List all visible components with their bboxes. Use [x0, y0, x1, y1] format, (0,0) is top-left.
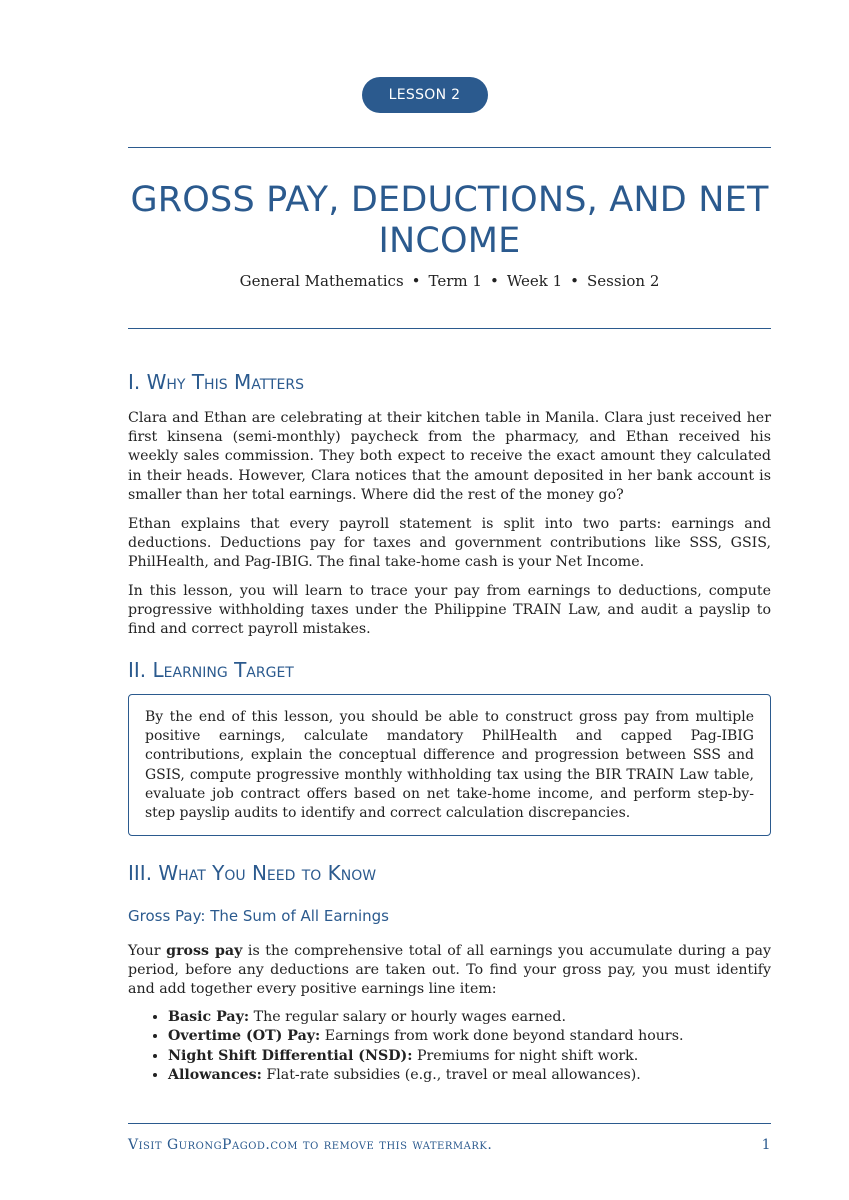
list-item [168, 1066, 771, 1085]
meta-term: Term 1 [428, 272, 482, 290]
list-term: Basic Pay: [168, 1009, 250, 1025]
meta-separator: • [570, 272, 580, 290]
paragraph: In this lesson, you will learn to trace your pay from earnings to deductions, compute progressive withholding taxes under the Philippine TRAIN Law, and audit a payslip to find and correct payroll mistakes. [128, 583, 771, 638]
intro-text: Your [128, 943, 167, 959]
page-number: 1 [761, 1137, 771, 1153]
meta-separator: • [411, 272, 421, 290]
paragraph: Ethan explains that every payroll statement is split into two parts: earnings and deductions. Deductions pay for taxes and government contributions like SSS, GSIS, PhilHealth, and Pag-IBIG. The final take-home cash is your Net Income. [128, 516, 771, 571]
list-item [168, 1047, 771, 1066]
learning-target-text: By the end of this lesson, you should be able to construct gross pay from multiple positive earnings, calculate mandatory PhilHealth and capped Pag-IBIG contributions, explain the conceptual difference and progression between SSS and GSIS, compute progressive monthly withholding tax using the BIR TRAIN Law table, evaluate job contract offers based on net take-home income, and perform step-by-step payslip audits to identify and correct calculation discrepancies. [145, 709, 754, 822]
meta-session: Session 2 [587, 272, 660, 290]
gross-pay-term: gross pay [166, 943, 243, 959]
list-desc: Flat-rate subsidies (e.g., travel or meal allowances). [261, 1067, 641, 1084]
meta-week: Week 1 [506, 272, 563, 290]
list-term: Overtime (OT) Pay: [168, 1028, 321, 1045]
lesson-badge: LESSON 2 [362, 77, 488, 113]
list-item [168, 1027, 771, 1046]
list-item [168, 1008, 771, 1027]
header-bottom-rule [128, 328, 771, 329]
subheading-gross-pay: Gross Pay: The Sum of All Earnings [128, 907, 389, 925]
lesson-badge-wrap [0, 77, 849, 113]
section-heading-target: II. Learning Target [128, 658, 294, 682]
intro-text: is the comprehensive total of all earnings you accumulate during a pay period, before any deductions are taken out. To find your gross pay, you must identify and add together every positive earnings line item: [128, 943, 771, 998]
list-desc: Premiums for night shift work. [412, 1047, 639, 1064]
list-term: Night Shift Differential (NSD): [168, 1047, 413, 1064]
meta-subject: General Mathematics [239, 272, 404, 290]
top-rule [128, 147, 771, 148]
watermark-link[interactable]: Visit GurongPagod.com to remove this watermark. [128, 1137, 493, 1153]
list-term: Allowances: [168, 1067, 262, 1084]
footer-rule [128, 1123, 771, 1124]
section-heading-know: III. What You Need to Know [128, 861, 377, 885]
list-desc: Earnings from work done beyond standard hours. [320, 1028, 684, 1045]
session-meta [128, 272, 771, 290]
footer [128, 1137, 771, 1153]
paragraph: Clara and Ethan are celebrating at their kitchen table in Manila. Clara just received her first kinsena (semi-monthly) paycheck from the pharmacy, and Ethan received his weekly sales commission. They both expect to receive the exact amount they calculated in their heads. However, Clara notices that the amount deposited in her bank account is smaller than her total earnings. Where did the rest of the money go? [128, 410, 771, 503]
gross-pay-intro [128, 942, 771, 1000]
learning-target-box [128, 694, 771, 836]
page-title: GROSS PAY, DEDUCTIONS, AND NET INCOME [130, 180, 769, 261]
section-heading-why: I. Why This Matters [128, 370, 305, 394]
list-desc: The regular salary or hourly wages earned. [249, 1009, 566, 1025]
meta-separator: • [489, 272, 499, 290]
earnings-list [128, 1008, 771, 1086]
